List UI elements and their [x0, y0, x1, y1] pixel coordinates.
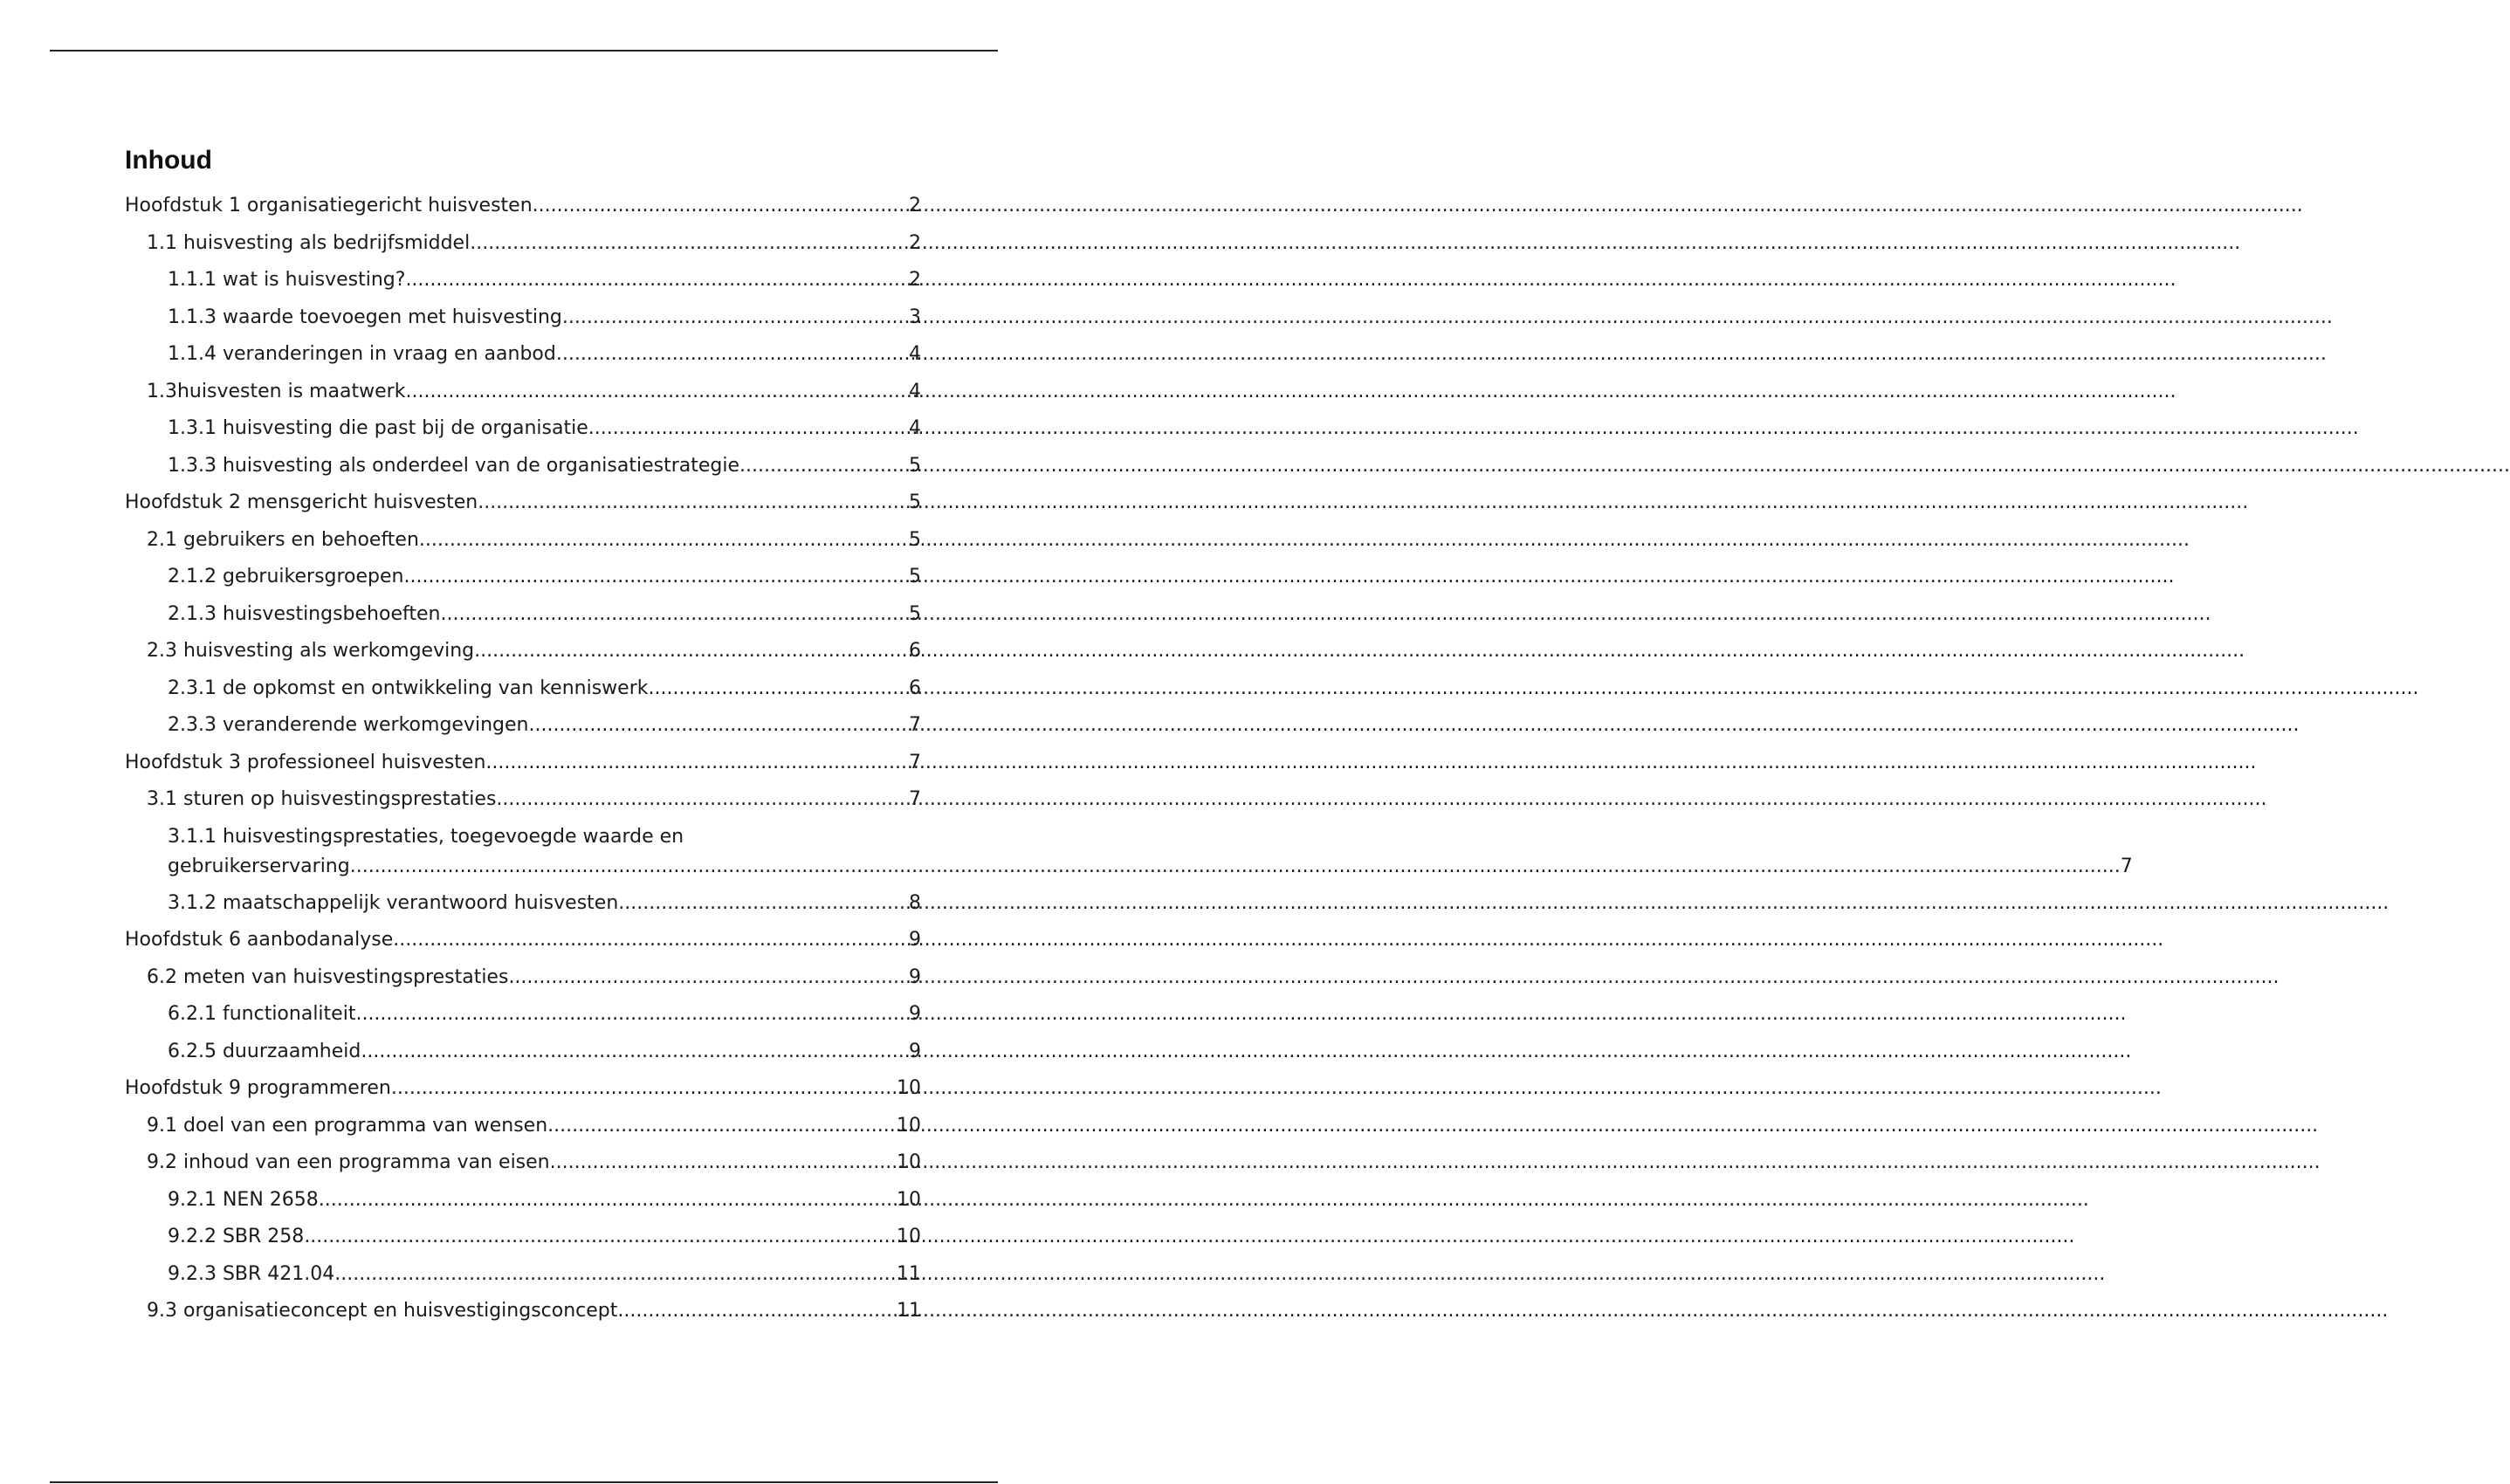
toc-entry-level-2[interactable]: [125, 522, 921, 560]
toc-entry-text: 1.3.3 huisvesting als onderdeel van de organisatiestrategie: [168, 454, 739, 477]
toc-page-number: 9: [909, 965, 921, 988]
toc-entry-text: 1.1 huisvesting als bedrijfsmiddel: [147, 231, 471, 254]
dot-leader: [739, 448, 909, 485]
toc-entry-level-3[interactable]: [125, 707, 921, 745]
toc-page-number: 5: [909, 566, 921, 587]
toc-entry-text: 1.1.4 veranderingen in vraag en aanbod: [168, 343, 556, 365]
toc-heading: Inhoud: [125, 146, 212, 175]
toc-page-number: 3: [909, 306, 921, 328]
toc-entry-level-2[interactable]: [125, 1144, 921, 1182]
dot-leader: [474, 633, 909, 670]
toc-entry-text: 9.2.2 SBR 258: [168, 1226, 305, 1247]
toc-page-number: 7: [909, 751, 921, 773]
toc-entry-text: 1.3huisvesten is maatwerk: [147, 380, 406, 402]
table-of-contents: [125, 188, 2133, 1330]
dot-leader: [617, 1293, 897, 1330]
toc-entry-text: 6.2.5 duurzaamheid: [168, 1040, 361, 1062]
toc-entry-level-3[interactable]: [125, 596, 921, 634]
toc-entry-text: 1.1.3 waarde toevoegen met huisvesting: [168, 306, 562, 328]
toc-entry-text: Hoofdstuk 2 mensgericht huisvesten: [125, 491, 478, 513]
dot-leader: [528, 707, 909, 745]
dot-leader: [562, 299, 909, 337]
toc-entry-text: 6.2 meten van huisvestingsprestaties: [147, 965, 509, 988]
toc-entry-level-3[interactable]: [125, 819, 2133, 885]
toc-entry-level-1[interactable]: [125, 922, 921, 959]
dot-leader: [361, 1034, 909, 1071]
dot-leader: [350, 852, 2121, 882]
toc-entry-text: 2.1.3 huisvestingsbehoeften: [168, 602, 441, 625]
dot-leader: [550, 1144, 897, 1182]
toc-entry-text: 2.1 gebruikers en behoeften: [147, 528, 419, 551]
toc-entry-text: 3.1.2 maatschappelijk verantwoord huisvesten: [168, 891, 619, 914]
toc-entry-text: 2.3 huisvesting als werkomgeving: [147, 640, 475, 662]
toc-entry-text: 9.2.1 NEN 2658: [168, 1188, 319, 1211]
toc-entry-level-3[interactable]: [125, 1256, 921, 1294]
toc-entry-level-3[interactable]: [125, 1219, 921, 1256]
toc-entry-text: 9.1 doel van een programma van wensen: [147, 1114, 548, 1137]
toc-entry-text: Hoofdstuk 1 organisatiegericht huisvesten: [125, 195, 533, 216]
dot-leader: [419, 522, 909, 560]
toc-page-number: 10: [897, 1188, 921, 1211]
toc-entry-level-2[interactable]: [125, 633, 921, 670]
dot-leader: [588, 410, 909, 448]
toc-page-number: 2: [909, 231, 921, 254]
toc-page-number: 5: [909, 454, 921, 477]
toc-entry-level-1[interactable]: [125, 484, 921, 522]
toc-page-number: 10: [897, 1077, 921, 1099]
toc-page-number: 11: [897, 1300, 921, 1322]
toc-entry-level-3[interactable]: [125, 448, 921, 485]
toc-entry-text: Hoofdstuk 3 professioneel huisvesten: [125, 751, 486, 773]
toc-entry-text: Hoofdstuk 9 programmeren: [125, 1077, 391, 1099]
dot-leader: [508, 959, 909, 997]
toc-entry-level-2[interactable]: [125, 225, 921, 263]
toc-entry-text: 1.1.1 wat is huisvesting?: [168, 269, 406, 291]
toc-page-number: 9: [909, 1003, 921, 1025]
toc-entry-level-3[interactable]: [125, 996, 921, 1034]
dot-leader: [478, 484, 909, 522]
toc-page-number: 6: [909, 677, 921, 699]
toc-entry-level-1[interactable]: [125, 188, 921, 225]
toc-entry-level-3[interactable]: [125, 670, 921, 708]
toc-page-number: 4: [909, 343, 921, 365]
toc-entry-text: 2.3.1 de opkomst en ontwikkeling van kenniswerk: [168, 677, 649, 699]
toc-entry-text: Hoofdstuk 6 aanbodanalyse: [125, 929, 394, 951]
toc-page-number: 5: [909, 528, 921, 551]
toc-entry-level-1[interactable]: [125, 1070, 921, 1108]
toc-entry-level-2[interactable]: [125, 1108, 921, 1145]
dot-leader: [405, 374, 909, 411]
toc-entry-level-3[interactable]: [125, 885, 921, 923]
dot-leader: [496, 781, 909, 819]
toc-page-number: 6: [909, 640, 921, 662]
toc-page-number: 8: [909, 891, 921, 914]
dot-leader: [404, 559, 910, 596]
toc-entry-level-3[interactable]: [125, 559, 921, 596]
toc-page-number: 9: [909, 929, 921, 951]
toc-page-number: 5: [909, 602, 921, 625]
dot-leader: [440, 596, 909, 634]
toc-entry-level-2[interactable]: [125, 781, 921, 819]
dot-leader: [470, 225, 909, 263]
toc-page-number: 10: [897, 1114, 921, 1137]
toc-entry-text: 9.2.3 SBR 421.04: [168, 1262, 335, 1285]
toc-page-number: 2: [909, 269, 921, 291]
dot-leader: [319, 1182, 897, 1219]
toc-entry-level-3[interactable]: [125, 1182, 921, 1219]
toc-page-number: 9: [909, 1040, 921, 1062]
toc-page-number: 2: [909, 195, 921, 216]
dot-leader: [393, 922, 909, 959]
dot-leader: [648, 670, 909, 708]
dot-leader: [405, 262, 909, 299]
toc-entry-level-2[interactable]: [125, 959, 921, 997]
toc-page-number: 7: [2120, 855, 2133, 877]
dot-leader: [547, 1108, 897, 1145]
toc-entry-level-3[interactable]: [125, 299, 921, 337]
dot-leader: [334, 1256, 897, 1294]
toc-entry-text: 9.2 inhoud van een programma van eisen: [147, 1151, 550, 1173]
toc-entry-level-2[interactable]: [125, 1293, 921, 1330]
toc-page-number: 4: [909, 380, 921, 402]
toc-entry-level-3[interactable]: [125, 262, 921, 299]
toc-entry-text: 2.3.3 veranderende werkomgevingen: [168, 714, 529, 736]
dot-leader: [391, 1070, 897, 1108]
toc-entry-level-1[interactable]: [125, 745, 921, 782]
toc-page-number: 5: [909, 491, 921, 513]
toc-entry-level-3[interactable]: [125, 410, 921, 448]
dot-leader: [355, 996, 909, 1034]
toc-page-number: 11: [897, 1262, 921, 1285]
dot-leader: [618, 885, 909, 923]
toc-entry-level-3[interactable]: [125, 1034, 921, 1071]
dot-leader: [485, 745, 909, 782]
toc-entry-level-2[interactable]: [125, 374, 921, 411]
toc-entry-text: 3.1.1 huisvestingsprestaties, toegevoegde waarde en: [168, 825, 684, 848]
toc-entry-text-continued: gebruikerservaring: [168, 855, 350, 877]
header-rule: [50, 50, 998, 52]
dot-leader: [556, 336, 909, 374]
toc-page-number: 7: [909, 714, 921, 736]
toc-page-number: 10: [897, 1151, 921, 1173]
toc-entry-text: 3.1 sturen op huisvestingsprestaties: [147, 788, 497, 810]
toc-entry-text: 6.2.1 functionaliteit: [168, 1003, 356, 1025]
toc-entry-level-3[interactable]: [125, 336, 921, 374]
toc-entry-text: 2.1.2 gebruikersgroepen: [168, 566, 404, 587]
dot-leader: [533, 188, 909, 225]
toc-page-number: 10: [897, 1226, 921, 1247]
toc-page-number: 7: [909, 788, 921, 810]
footer-rule: [50, 1481, 998, 1483]
toc-entry-text: 9.3 organisatieconcept en huisvestigingsconcept: [147, 1300, 618, 1322]
dot-leader: [304, 1219, 897, 1256]
toc-page-number: 4: [909, 417, 921, 439]
toc-entry-text: 1.3.1 huisvesting die past bij de organisatie: [168, 417, 588, 439]
